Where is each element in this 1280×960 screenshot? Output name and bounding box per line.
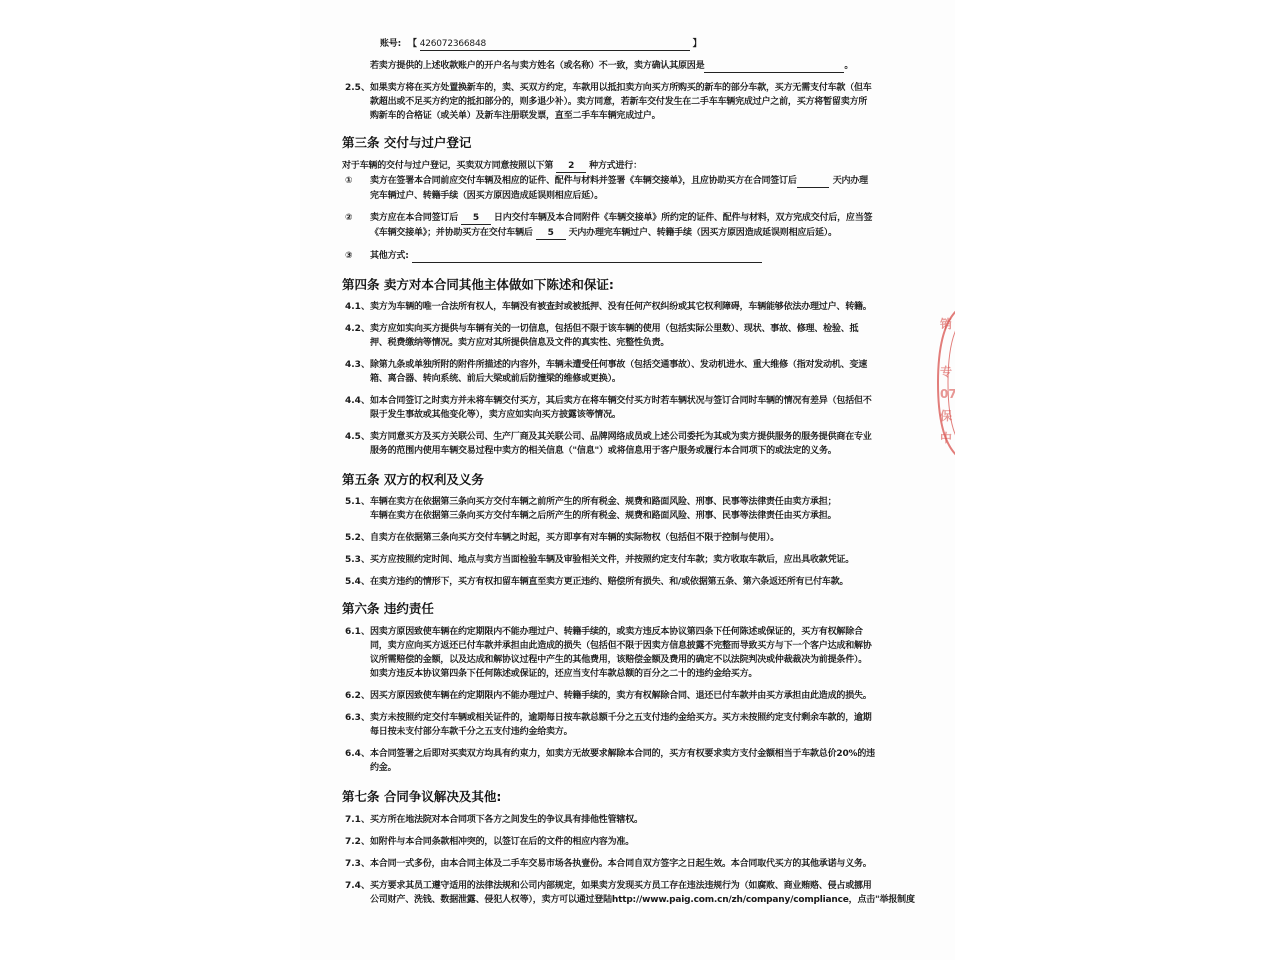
company-seal-stamp: 销 售 专 07 保 中 (932, 298, 955, 468)
clause-text: 在卖方违约的情形下，买方有权扣留车辆直至卖方更正违约、赔偿所有损失、和/或依据第五条、第六条返还所有已付车款。 (370, 577, 849, 587)
clause-text: 款超出或不足买方约定的抵扣部分的，则多退少补）。卖方同意，若新车交付发生在二手车车辆完成过户之前，买方将暂留卖方所 (370, 97, 868, 107)
option-1-line-1 (370, 175, 868, 188)
clause-text: 每日按未支付部分车款千分之五支付违约金给卖方。 (370, 727, 573, 737)
account-mismatch-period: 。 (844, 61, 854, 71)
clause-text: 卖方为车辆的唯一合法所有权人，车辆没有被查封或被抵押、没有任何产权纠纷或其它权利障碍，车辆能够依法办理过户、转籍。 (370, 302, 872, 312)
option-2-suffix: 天内办理完车辆过户、转籍手续（因买方原因造成延误则相应后延）。 (568, 228, 837, 238)
clause-text: 本合同签署之后即对买卖双方均具有约束力，如卖方无故要求解除本合同的，买方有权要求卖方支付金额相当于车款总价20%的违 (370, 749, 875, 759)
option-2-days: 5 (461, 212, 491, 225)
option-2-days-2: 5 (536, 227, 566, 240)
option-marker: ③ (345, 251, 353, 261)
clause-text: 押、税费缴纳等情况。卖方应对其所提供信息及文件的真实性、完整性负责。 (370, 338, 670, 348)
clause-text: 服务的范围内使用车辆交易过程中卖方的相关信息（"信息"）或将信息用于客户服务或履行本合同项下的或法定的义务。 (370, 446, 837, 456)
option-1-text: 卖方在签署本合同前应交付车辆及相应的证件、配件与材料并签署《车辆交接单》，且应协助买方在合同签订后 (370, 176, 797, 186)
svg-text:专: 专 (940, 365, 953, 379)
section-5-title: 第五条 双方的权利及义务 (342, 472, 484, 487)
section-3-title: 第三条 交付与过户登记 (342, 135, 472, 150)
clause-text: 如果卖方将在买方处置换新车的，卖、买双方约定，车款用以抵扣卖方向买方所购买的新车的部分车款，买方无需支付车款（但车 (370, 83, 872, 93)
clause-text: 自卖方在依据第三条向买方交付车辆之时起，买方即享有对车辆的实际物权（包括但不限于控制与使用）。 (370, 533, 780, 543)
clause-number: 5.1、 (345, 497, 370, 507)
contract-page (300, 0, 969, 960)
clause-number: 4.1、 (345, 302, 370, 312)
clause-text: 车辆在卖方在依据第三条向买方交付车辆之前所产生的所有税金、规费和路面风险、刑事、民事等法律责任由卖方承担； (370, 497, 837, 507)
clause-number: 5.4、 (345, 577, 370, 587)
section-3-intro-suffix: 种方式进行： (589, 161, 642, 171)
clause-text: 卖方未按照约定交付车辆或相关证件的，逾期每日按车款总额千分之五支付违约金给买方。买方未按照约定支付剩余车款的，逾期 (370, 713, 872, 723)
clause-text: 买方应按照约定时间、地点与卖方当面检验车辆及审验相关文件，并按照约定支付车款；卖方收取车款后，应出具收款凭证。 (370, 555, 855, 565)
option-2-line-2 (370, 227, 837, 240)
clause-text: 本合同一式多份，由本合同主体及二手车交易市场各执壹份。本合同自双方签字之日起生效。本合同取代买方的其他承诺与义务。 (370, 859, 872, 869)
option-3-label: 其他方式: (370, 251, 409, 261)
option-marker: ② (345, 213, 353, 223)
account-line (380, 38, 701, 51)
clause-number: 4.3、 (345, 360, 370, 370)
clause-text: 买方所在地法院对本合同项下各方之间发生的争议具有排他性管辖权。 (370, 815, 643, 825)
clause-number: 4.5、 (345, 432, 370, 442)
account-label: 账号: (380, 39, 401, 49)
account-mismatch-line (370, 60, 853, 73)
clause-text: 购新车的合格证（或关单）及新车注册联发票，直至二手车车辆完成过户。 (370, 111, 661, 121)
option-2-line-1 (370, 212, 872, 225)
clause-number: 5.3、 (345, 555, 370, 565)
mismatch-reason-blank[interactable] (704, 60, 844, 73)
clause-text: 因卖方原因致使车辆在约定期限内不能办理过户、转籍手续的，或卖方违反本协议第四条下任何陈述或保证的，买方有权解除合 (370, 627, 863, 637)
clause-number: 4.2、 (345, 324, 370, 334)
option-1-days-blank[interactable] (797, 175, 829, 188)
clause-number: 7.4、 (345, 881, 370, 891)
account-bracket-open: 【 (407, 39, 417, 49)
clause-number: 6.2、 (345, 691, 370, 701)
option-1-suffix: 天内办理 (832, 176, 868, 186)
clause-text: 因买方原因致使车辆在约定期限内不能办理过户、转籍手续的，卖方有权解除合同、退还已付车款并由买方承担由此造成的损失。 (370, 691, 872, 701)
section-7-title: 第七条 合同争议解决及其他: (342, 789, 502, 804)
clause-number: 7.3、 (345, 859, 370, 869)
section-4-title: 第四条 卖方对本合同其他主体做如下陈述和保证: (342, 277, 614, 292)
account-number: 426072366848 (420, 38, 690, 51)
clause-number: 6.1、 (345, 627, 370, 637)
option-3-blank[interactable] (412, 250, 762, 263)
svg-text:中: 中 (940, 431, 953, 445)
option-1-line-2: 完车辆过户、转籍手续（因买方原因造成延误则相应后延）。 (370, 191, 604, 201)
clause-text: 如附件与本合同条款相冲突的，以签订在后的文件的相应内容为准。 (370, 837, 635, 847)
clause-text: 箱、离合器、转向系统、前后大梁或前后防撞梁的维修或更换）。 (370, 374, 621, 384)
option-marker: ① (345, 176, 353, 186)
clause-number: 7.1、 (345, 815, 370, 825)
svg-text:销: 销 (940, 317, 953, 331)
clause-number: 2.5、 (345, 83, 370, 93)
clause-text: 除第九条或单独所附的附件所描述的内容外，车辆未遭受任何事故（包括交通事故）、发动机进水、重大维修（指对发动机、变速 (370, 360, 868, 370)
account-bracket-close: 】 (692, 39, 702, 49)
clause-text: 卖方同意买方及买方关联公司、生产厂商及其关联公司、品牌网络成员或上述公司委托为其或为卖方提供服务的服务提供商在专业 (370, 432, 872, 442)
account-mismatch-text: 若卖方提供的上述收款账户的开户名与卖方姓名（或名称）不一致，卖方确认其原因是 (370, 61, 705, 71)
clause-text: 卖方应如实向买方提供与车辆有关的一切信息，包括但不限于该车辆的使用（包括实际公里数）、现状、事故、修理、检验、抵 (370, 324, 859, 334)
svg-text:保: 保 (940, 409, 953, 423)
delivery-method-number: 2 (556, 160, 586, 173)
clause-text: 买方要求其员工遵守适用的法律法规和公司内部规定，如果卖方发现买方员工存在违法违规行为（如腐败、商业贿赂、侵占或挪用 (370, 881, 872, 891)
section-3-intro-text: 对于车辆的交付与过户登记，买卖双方同意按照以下第 (342, 161, 554, 171)
clause-number: 5.2、 (345, 533, 370, 543)
clause-text: 车辆在卖方在依据第三条向买方交付车辆之后所产生的所有税金、规费和路面风险、刑事、民事等法律责任由买方承担。 (370, 511, 837, 521)
clause-number: 4.4、 (345, 396, 370, 406)
clause-text: 限于发生事故或其他变化等），卖方应如实向买方披露该等情况。 (370, 410, 621, 420)
section-3-intro (342, 160, 642, 173)
clause-text: 议所需赔偿的金额，以及达成和解协议过程中产生的其他费用，该赔偿金额及费用的确定不以法院判决或仲裁裁决为前提条件）。 (370, 655, 868, 665)
option-2-text-2: 《车辆交接单》；并协助买方在交付车辆后 (370, 228, 533, 238)
clause-text: 同，卖方应向买方返还已付车款并承担由此造成的损失（包括但不限于因卖方信息披露不完整而导致买方与下一个客户达成和解协 (370, 641, 872, 651)
svg-text:07: 07 (940, 387, 957, 401)
clause-text: 约金。 (370, 763, 397, 773)
clause-text: 如卖方违反本协议第四条下任何陈述或保证的，还应当支付车款总额的百分之二十的违约金给买方。 (370, 669, 758, 679)
clause-number: 7.2、 (345, 837, 370, 847)
clause-text: 如本合同签订之时卖方并未将车辆交付买方，其后卖方在将车辆交付买方时若车辆状况与签订合同时车辆的情况有差异（包括但不 (370, 396, 872, 406)
option-2-text: 卖方应在本合同签订后 (370, 213, 459, 223)
clause-number: 6.3、 (345, 713, 370, 723)
clause-text: 公司财产、洗钱、数据泄露、侵犯人权等），卖方可以通过登陆http://www.paig.com.cn/zh/company/compliance，点击"举报制度 (370, 895, 915, 905)
option-2-text-cont: 日内交付车辆及本合同附件《车辆交接单》所约定的证件、配件与材料，双方完成交付后，应当签 (493, 213, 873, 223)
clause-number: 6.4、 (345, 749, 370, 759)
section-6-title: 第六条 违约责任 (342, 601, 434, 616)
option-3-line (370, 250, 762, 263)
